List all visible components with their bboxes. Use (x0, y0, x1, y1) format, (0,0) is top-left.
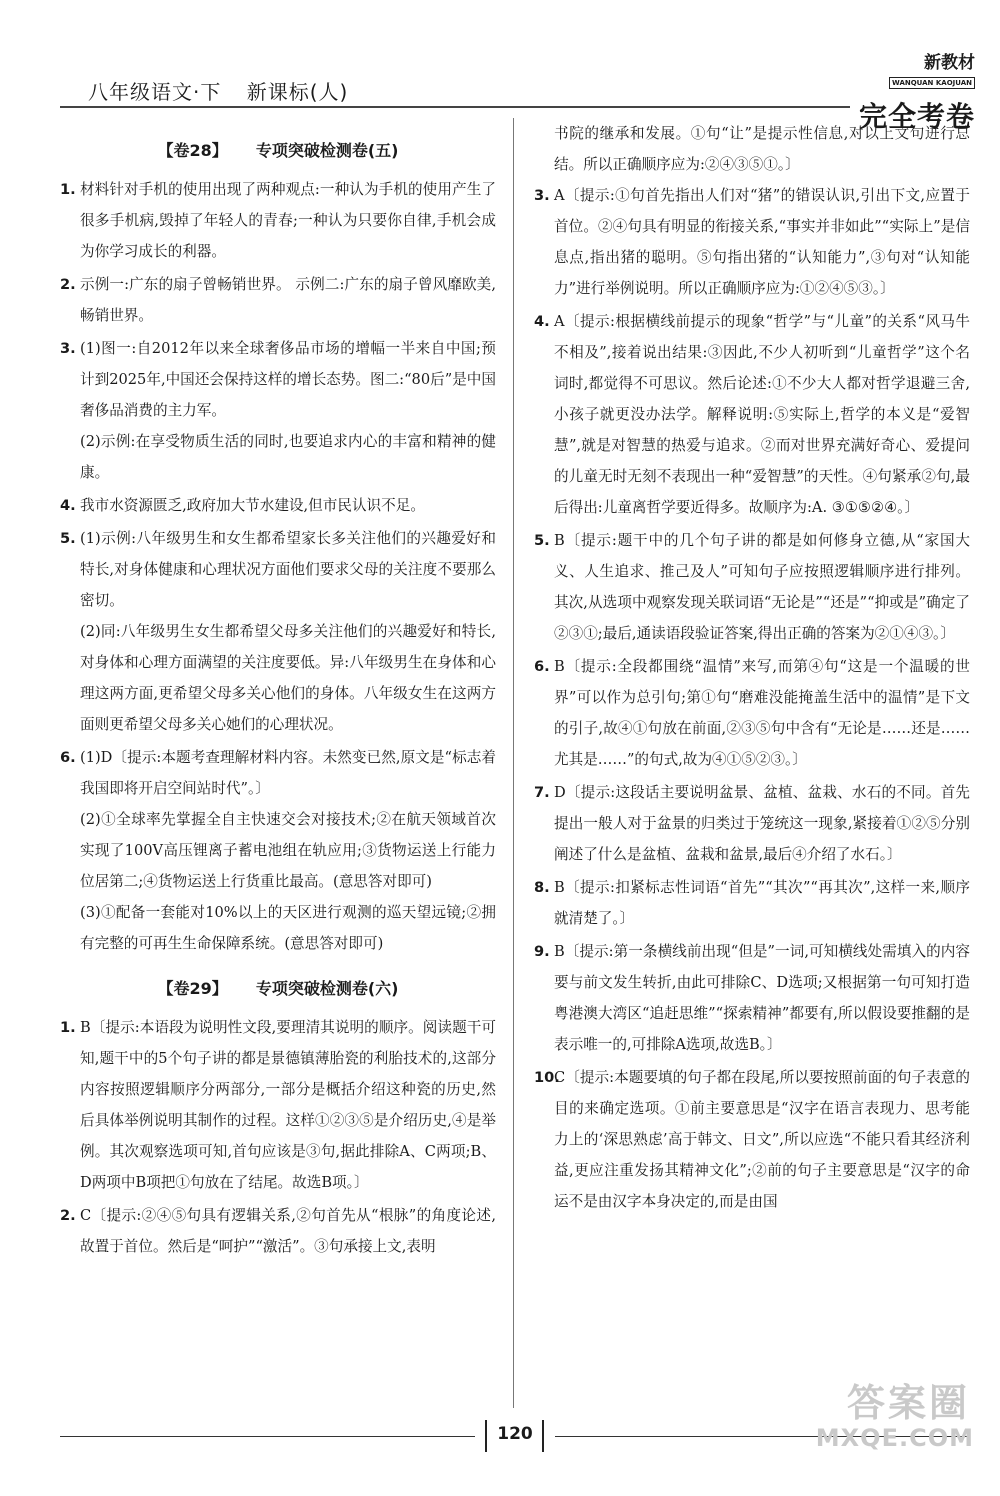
answer-number: 10. (534, 1069, 560, 1086)
column-divider (513, 118, 514, 1408)
answer-item (534, 1062, 970, 1217)
answer-item (60, 1200, 496, 1262)
brand-top: 新教材WANQUAN KAOJUAN (847, 48, 975, 93)
watermark-url: MXQE.COM (815, 1424, 974, 1452)
section-title-28: 【卷28】 专项突破检测卷(五) (157, 141, 399, 160)
answer-item (534, 936, 970, 1060)
answer-number: 1. (60, 181, 76, 198)
answer-number: 2. (60, 1207, 76, 1224)
answer-text: B〔提示:全段都围绕“温情”来写,而第④句“这是一个温暖的世界”可以作为总引句;第①句“磨难没能掩盖生活中的温情”是下文的引子,故④①句放在前面,②③⑤句中含有“无论是……还是……尤其是……”的句式,故为④①⑤②③。〕 (554, 658, 970, 768)
answer-text: (1)图一:自2012年以来全球奢侈品市场的增幅一半来自中国;预计到2025年,中国还会保持这样的增长态势。图二:“80后”是中国奢侈品消费的主力军。 (80, 340, 496, 419)
brand-main: 完全考卷 (858, 100, 975, 133)
answer-text: D〔提示:这段话主要说明盆景、盆植、盆栽、水石的不同。首先提出一般人对于盆景的归类过于笼统这一现象,紧接着①②⑤分别阐述了什么是盆植、盆栽和盆景,最后④介绍了水石。〕 (554, 784, 970, 863)
section-29-items (60, 1012, 496, 1262)
answer-text: B〔提示:第一条横线前出现“但是”一词,可知横线处需填入的内容要与前文发生转折,由此可排除C、D选项;又根据第一句可知打造粤港澳大湾区“追赶思维”“探索精神”都要有,所以假设要推翻的是表示唯一的,可排除A选项,故选B。〕 (554, 943, 970, 1053)
page-header (60, 53, 975, 133)
continued-text: 书院的继承和发展。①句“让”是提示性信息,对以上文句进行总结。所以正确顺序应为:②④③⑤①。〕 (554, 125, 970, 173)
answer-text: C〔提示:②④⑤句具有逻辑关系,②句首先从“根脉”的角度论述,故置于首位。然后是“呵护”“激活”。③句承接上文,表明 (80, 1207, 496, 1255)
answer-number: 4. (60, 497, 76, 514)
answer-number: 8. (534, 879, 550, 896)
answer-item (534, 180, 970, 304)
answer-text: A〔提示:①句首先指出人们对“猪”的错误认识,引出下文,应置于首位。②④句具有明显的衔接关系,“事实并非如此”“实际上”是信息点,指出猪的聪明。⑤句指出猪的“认知能力”,③句对“认知能力”进行举例说明。所以正确顺序应为:①②④⑤③。〕 (554, 187, 970, 297)
right-items (534, 180, 970, 1217)
answer-item (534, 306, 970, 523)
answer-text: B〔提示:扣紧标志性词语“首先”“其次”“再其次”,这样一来,顺序就清楚了。〕 (554, 879, 970, 927)
watermark-logo (788, 1372, 978, 1460)
left-column (60, 125, 496, 1262)
answer-number: 6. (534, 658, 550, 675)
header-rule (60, 106, 850, 108)
edition-label: 新课标(人) (246, 80, 349, 104)
continued-answer (534, 118, 970, 180)
answer-number: 4. (534, 313, 550, 330)
answer-item (534, 777, 970, 870)
answer-number: 3. (60, 340, 76, 357)
answer-number: 7. (534, 784, 550, 801)
answer-text: (1)D〔提示:本题考查理解材料内容。未然变已然,原文是“标志着我国即将开启空间站时代”。〕 (80, 749, 496, 797)
answer-text: (2)同:八年级男生女生都希望父母多关注他们的兴趣爱好和特长,对身体和心理方面满望的关注度要低。异:八年级男生在身体和心理这两方面,更希望父母多关心他们的身体。八年级女生在这两方面则更希望父母多关心她们的心理状况。 (80, 623, 496, 733)
answer-item (534, 525, 970, 649)
answer-text: (1)示例:八年级男生和女生都希望家长多关注他们的兴趣爱好和特长,对身体健康和心理状况方面他们要求父母的关注度不要那么密切。 (80, 530, 496, 609)
answer-text: C〔提示:本题要填的句子都在段尾,所以要按照前面的句子表意的目的来确定选项。①前主要意思是“汉字在语言表现力、思考能力上的‘深思熟虑’高于韩文、日文”,所以应选“不能只看其经济利益,更应注重发扬其精神文化”;②前的句子主要意思是“汉字的命运不是由汉字本身决定的,而是由国 (554, 1069, 970, 1210)
section-title-29: 【卷29】 专项突破检测卷(六) (157, 979, 399, 998)
answer-number: 6. (60, 749, 76, 766)
answer-text: (2)示例:在享受物质生活的同时,也要追求内心的丰富和精神的健康。 (80, 433, 496, 481)
answer-number: 2. (60, 276, 76, 293)
answer-item (534, 872, 970, 934)
answer-text: B〔提示:题干中的几个句子讲的都是如何修身立德,从“家国大义、人生追求、推己及人”可知句子应按照逻辑顺序进行排列。其次,从选项中观察发现关联词语“无论是”“还是”“抑或是”确定了②③①;最后,通读语段验证答案,得出正确的答案为②①④③。〕 (554, 532, 970, 642)
footer-bar-left (485, 1420, 487, 1452)
answer-text: A〔提示:根据横线前提示的现象“哲学”与“儿童”的关系“风马牛不相及”,接着说出结果:③因此,不少人初听到“儿童哲学”这个名词时,都觉得不可思议。然后论述:①不少大人都对哲学退避三舍,小孩子就更没办法学。解释说明:⑤实际上,哲学的本义是“爱智慧”,就是对智慧的热爱与追求。②而对世界充满好奇心、爱提问的儿童无时无刻不表现出一种“爱智慧”的天性。④句紧承②句,最后得出:儿童离哲学要近得多。故顺序为:A. ③①⑤②④。〕 (554, 313, 970, 516)
answer-number: 9. (534, 943, 550, 960)
answer-number: 5. (60, 530, 76, 547)
answer-text: 示例一:广东的扇子曾畅销世界。 示例二:广东的扇子曾风靡欧美,畅销世界。 (80, 276, 496, 324)
section-28-items (60, 174, 496, 959)
grade-subject: 八年级语文·下 (88, 80, 222, 104)
brand-pinyin: WANQUAN KAOJUAN (889, 77, 975, 89)
answer-text: 材料针对手机的使用出现了两种观点:一种认为手机的使用产生了很多手机病,毁掉了年轻人的青春;一种认为只要你自律,手机会成为你学习成长的利器。 (80, 181, 496, 260)
footer-bar-right (542, 1420, 544, 1452)
answer-item (60, 490, 496, 521)
answer-item (60, 333, 496, 488)
answer-text: (3)①配备一套能对10%以上的天区进行观测的巡天望远镜;②拥有完整的可再生生命保障系统。(意思答对即可) (80, 904, 496, 952)
footer-rule-left (60, 1436, 475, 1437)
answer-number: 5. (534, 532, 550, 549)
answer-item (60, 1012, 496, 1198)
answer-text: B〔提示:本语段为说明性文段,要理清其说明的顺序。阅读题干可知,题干中的5个句子讲的都是景德镇薄胎瓷的利胎技术的,这部分内容按照逻辑顺序分两部分,一部分是概括介绍这种瓷的历史,然后具体举例说明其制作的过程。这样①②③⑤是介绍历史,④是举例。其次观察选项可知,首句应该是③句,据此排除A、C两项;B、D两项中B项把①句放在了结尾。故选B项。〕 (80, 1019, 496, 1191)
answer-item (60, 523, 496, 740)
answer-number: 1. (60, 1019, 76, 1036)
answer-item (534, 651, 970, 775)
answer-item (60, 269, 496, 331)
right-column (534, 118, 970, 1217)
answer-item (60, 742, 496, 959)
page-number: 120 (497, 1424, 533, 1444)
answer-text: 我市水资源匮乏,政府加大节水建设,但市民认识不足。 (80, 497, 425, 514)
answer-text: (2)①全球率先掌握全自主快速交会对接技术;②在航天领域首次实现了100V高压锂离子蓄电池组在轨应用;③货物运送上行能力位居第二;④货物运送上行货重比最高。(意思答对即可) (80, 811, 496, 890)
answer-item (60, 174, 496, 267)
book-title (88, 76, 348, 105)
answer-number: 3. (534, 187, 550, 204)
watermark-text: 答案圈 (846, 1381, 970, 1425)
